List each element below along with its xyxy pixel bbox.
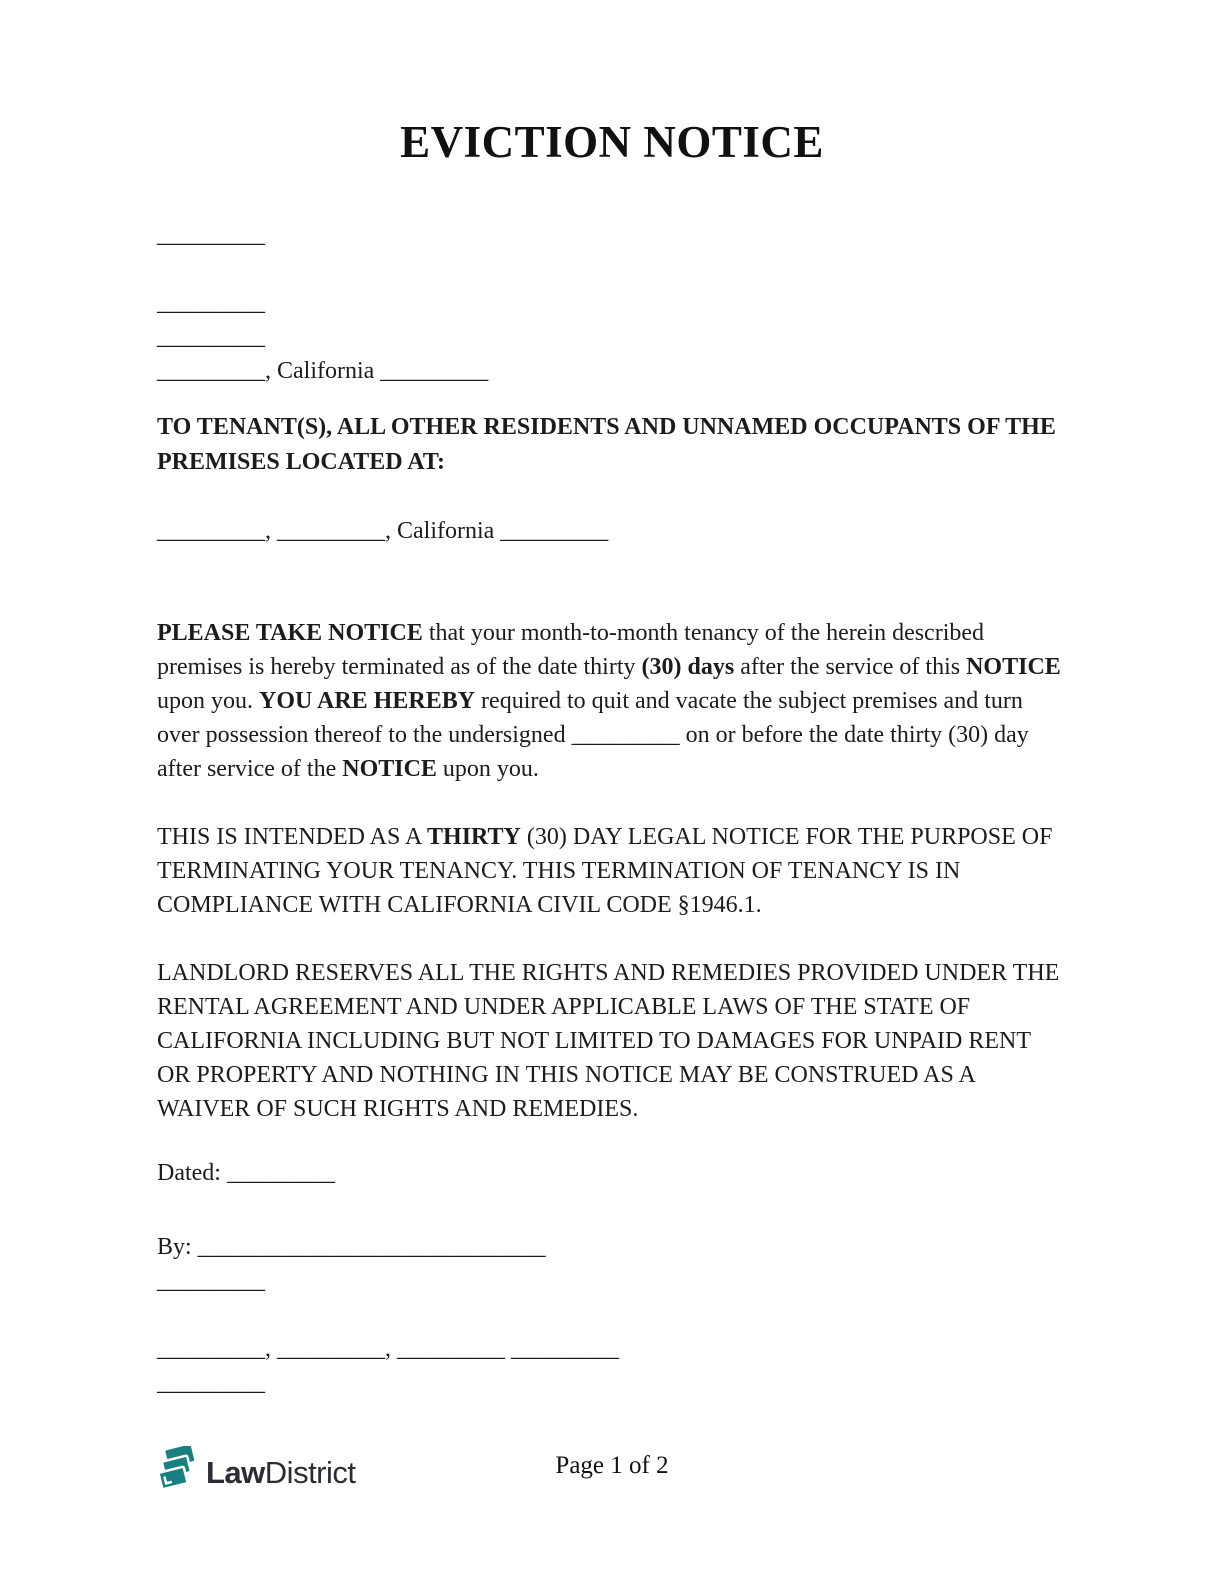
notice-seg-6: upon you. [157, 688, 259, 714]
signature-address-line: _________, _________, _________ _________ [157, 1336, 619, 1362]
lawdistrict-stack-icon [157, 1446, 199, 1500]
page-footer [157, 1438, 1067, 1498]
landlord-unit-blank: _________ [157, 324, 265, 350]
notice-paragraph [157, 616, 1067, 786]
intent-paragraph [157, 820, 1067, 922]
notice-seg-2: that your month-to-month tenancy of the herein described premises is hereby terminated as of the date thirty [157, 620, 985, 680]
signature-phone-blank: _________ [157, 1370, 265, 1396]
intent-seg-bold-2: THIRTY [427, 824, 521, 850]
page-number-indicator: Page 1 of 2 [555, 1452, 669, 1479]
signature-name-blank: _________ [157, 1268, 265, 1294]
notice-seg-bold-5: NOTICE [966, 654, 1061, 680]
notice-seg-4: after the service of this [734, 654, 967, 680]
intent-seg-3: (30) DAY LEGAL NOTICE FOR THE PURPOSE OF TERMINATING YOUR TENANCY. THIS TERMINATION OF TENANCY IS IN COMPLIANCE WITH CALIFORNIA CIVIL CODE §1946.1. [157, 824, 1053, 918]
recipient-heading: TO TENANT(S), ALL OTHER RESIDENTS AND UNNAMED OCCUPANTS OF THE PREMISES LOCATED AT: [157, 414, 1056, 475]
signature-by-line: By: _____________________________ [157, 1234, 546, 1260]
logo-text-district: District [264, 1455, 356, 1490]
notice-seg-10: upon you. [436, 756, 539, 782]
notice-seg-bold-7: YOU ARE HEREBY [259, 688, 476, 714]
reservation-paragraph: LANDLORD RESERVES ALL THE RIGHTS AND REMEDIES PROVIDED UNDER THE RENTAL AGREEMENT AND UNDER APPLICABLE LAWS OF THE STATE OF CALIFORNIA INCLUDING BUT NOT LIMITED TO DAMAGES FOR UNPAID RENT OR PROPERTY AND NOTHING IN THIS NOTICE MAY BE CONSTRUED AS A WAIVER OF SUCH RIGHTS AND REMEDIES. [157, 960, 1060, 1122]
dated-line: Dated: _________ [157, 1160, 335, 1186]
document-title: EVICTION NOTICE [400, 117, 824, 167]
landlord-street-blank: _________ [157, 290, 265, 316]
lawdistrict-logo [157, 1446, 356, 1500]
logo-text-law: Law [206, 1455, 265, 1490]
landlord-name-blank: _________ [157, 222, 265, 248]
landlord-city-state-line: _________, California _________ [157, 358, 489, 384]
intent-seg-1: THIS IS INTENDED AS A [157, 824, 428, 850]
notice-seg-8: required to quit and vacate the subject premises and turn over possession thereof to the undersigned _________ on or before the date thirty (30) day after service of the [157, 688, 1029, 782]
notice-seg-bold-9: NOTICE [342, 756, 437, 782]
notice-seg-bold-3: (30) days [641, 654, 735, 680]
notice-seg-bold-1: PLEASE TAKE NOTICE [157, 620, 423, 646]
premises-address-line: _________, _________, California _________ [157, 518, 609, 544]
